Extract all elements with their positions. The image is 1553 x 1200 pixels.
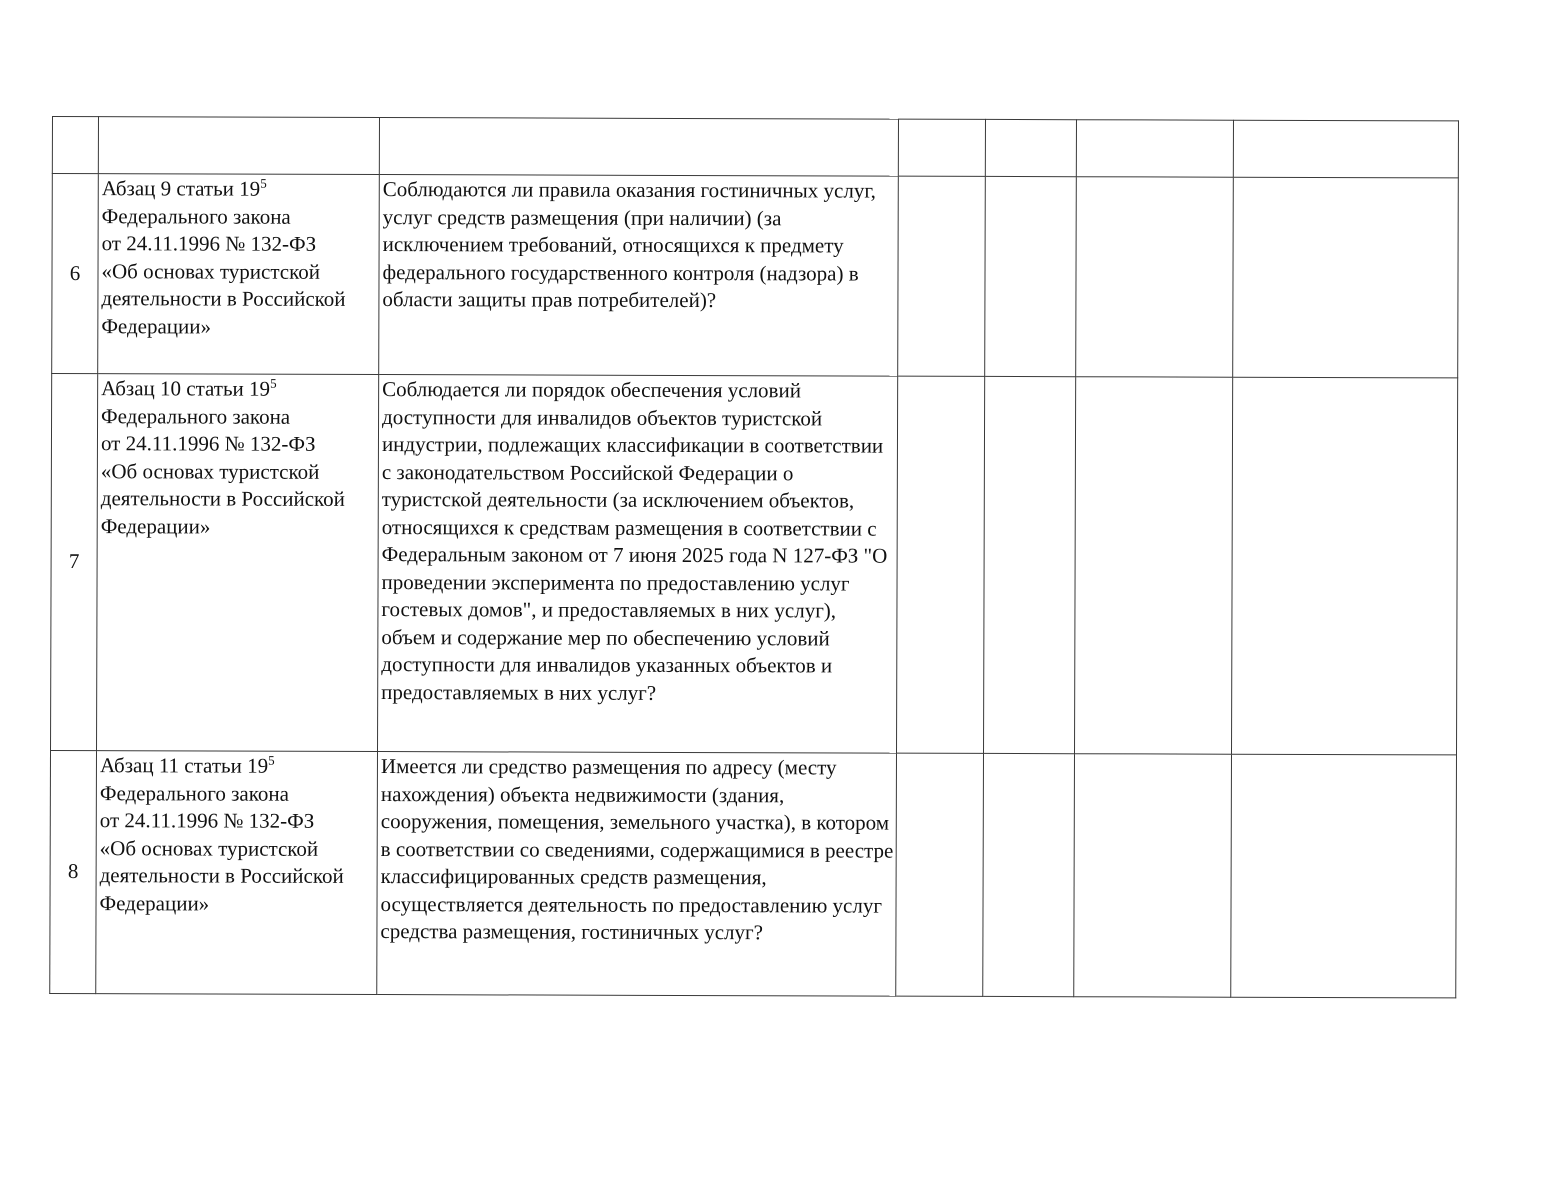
answer-cell-3: [1076, 177, 1234, 377]
note-cell: [1232, 377, 1458, 755]
note-cell: [1233, 177, 1459, 378]
answer-cell-2: [985, 176, 1077, 376]
header-cell-reference: [98, 117, 379, 175]
row-number: 7: [51, 374, 98, 751]
header-cell-answer-3: [1076, 120, 1233, 177]
check-question: [378, 375, 898, 754]
legal-reference: [97, 374, 379, 752]
reference-article-superscript: 5: [260, 175, 267, 191]
answer-cell-2: [984, 376, 1076, 753]
reference-article: Абзац 11 статьи 19: [99, 753, 269, 778]
legal-reference: [98, 174, 380, 375]
table-row: [51, 374, 1458, 755]
table-header-row: [52, 117, 1458, 178]
question-text: Имеется ли средство размещения по адресу (месту нахождения) объекта недвижимости (здания, сооружения, помещения, земельного участка), в котором в соответствии со сведениями, содержащимися в реестре классифицированных средств размещения, осуществляется деятельность по предоставлению услуг средства размещения, гостиничных услуг?: [380, 754, 894, 945]
check-question: [379, 175, 899, 377]
document-page: [49, 116, 1458, 998]
reference-article: Абзац 10 статьи 19: [101, 376, 271, 401]
row-number: 6: [52, 174, 99, 374]
reference-law: Федерального закона от 24.11.1996 № 132-ФЗ «Об основах туристской деятельности в Российской Федерации»: [101, 203, 346, 339]
table-row: [52, 174, 1459, 378]
answer-cell-1: [898, 176, 986, 376]
header-cell-question: [379, 118, 898, 177]
checklist-table: [49, 116, 1459, 998]
question-text: Соблюдаются ли правила оказания гостиничных услуг, услуг средств размещения (при наличии) (за исключением требований, относящихся к предмету федерального государственного контроля (надзора) в области защиты прав потребителей)?: [382, 177, 876, 313]
note-cell: [1231, 754, 1457, 998]
question-text: Соблюдается ли порядок обеспечения условий доступности для инвалидов объектов туристской индустрии, подлежащих классификации в соответствии с законодательством Российской Федерации о туристской деятельности (за исключением объектов, относящихся к средствам размещения в соответствии с Федеральным законом от 7 июня 2025 года N 127-ФЗ "О проведении эксперимента по предоставлению услуг гостевых домов", и предоставляемых в них услуг), объем и содержание мер по обеспечению условий доступности для инвалидов указанных объектов и предоставляемых в них услуг?: [381, 377, 888, 705]
row-number: 8: [50, 750, 97, 993]
header-cell-answer-1: [898, 119, 985, 176]
table-row: [50, 750, 1457, 997]
answer-cell-3: [1075, 377, 1233, 754]
answer-cell-2: [983, 753, 1075, 996]
header-cell-note: [1233, 120, 1458, 178]
reference-article-superscript: 5: [270, 375, 277, 391]
reference-law: Федерального закона от 24.11.1996 № 132-ФЗ «Об основах туристской деятельности в Российской Федерации»: [99, 780, 344, 915]
answer-cell-3: [1074, 754, 1232, 997]
answer-cell-1: [897, 376, 985, 753]
reference-article: Абзац 9 статьи 19: [101, 176, 261, 201]
reference-article-superscript: 5: [268, 752, 275, 768]
header-cell-answer-2: [985, 119, 1076, 176]
header-cell-number: [52, 117, 98, 174]
check-question: [377, 752, 897, 997]
reference-law: Федерального закона от 24.11.1996 № 132-ФЗ «Об основах туристской деятельности в Российской Федерации»: [100, 403, 345, 538]
legal-reference: [96, 751, 378, 995]
answer-cell-1: [896, 753, 984, 996]
